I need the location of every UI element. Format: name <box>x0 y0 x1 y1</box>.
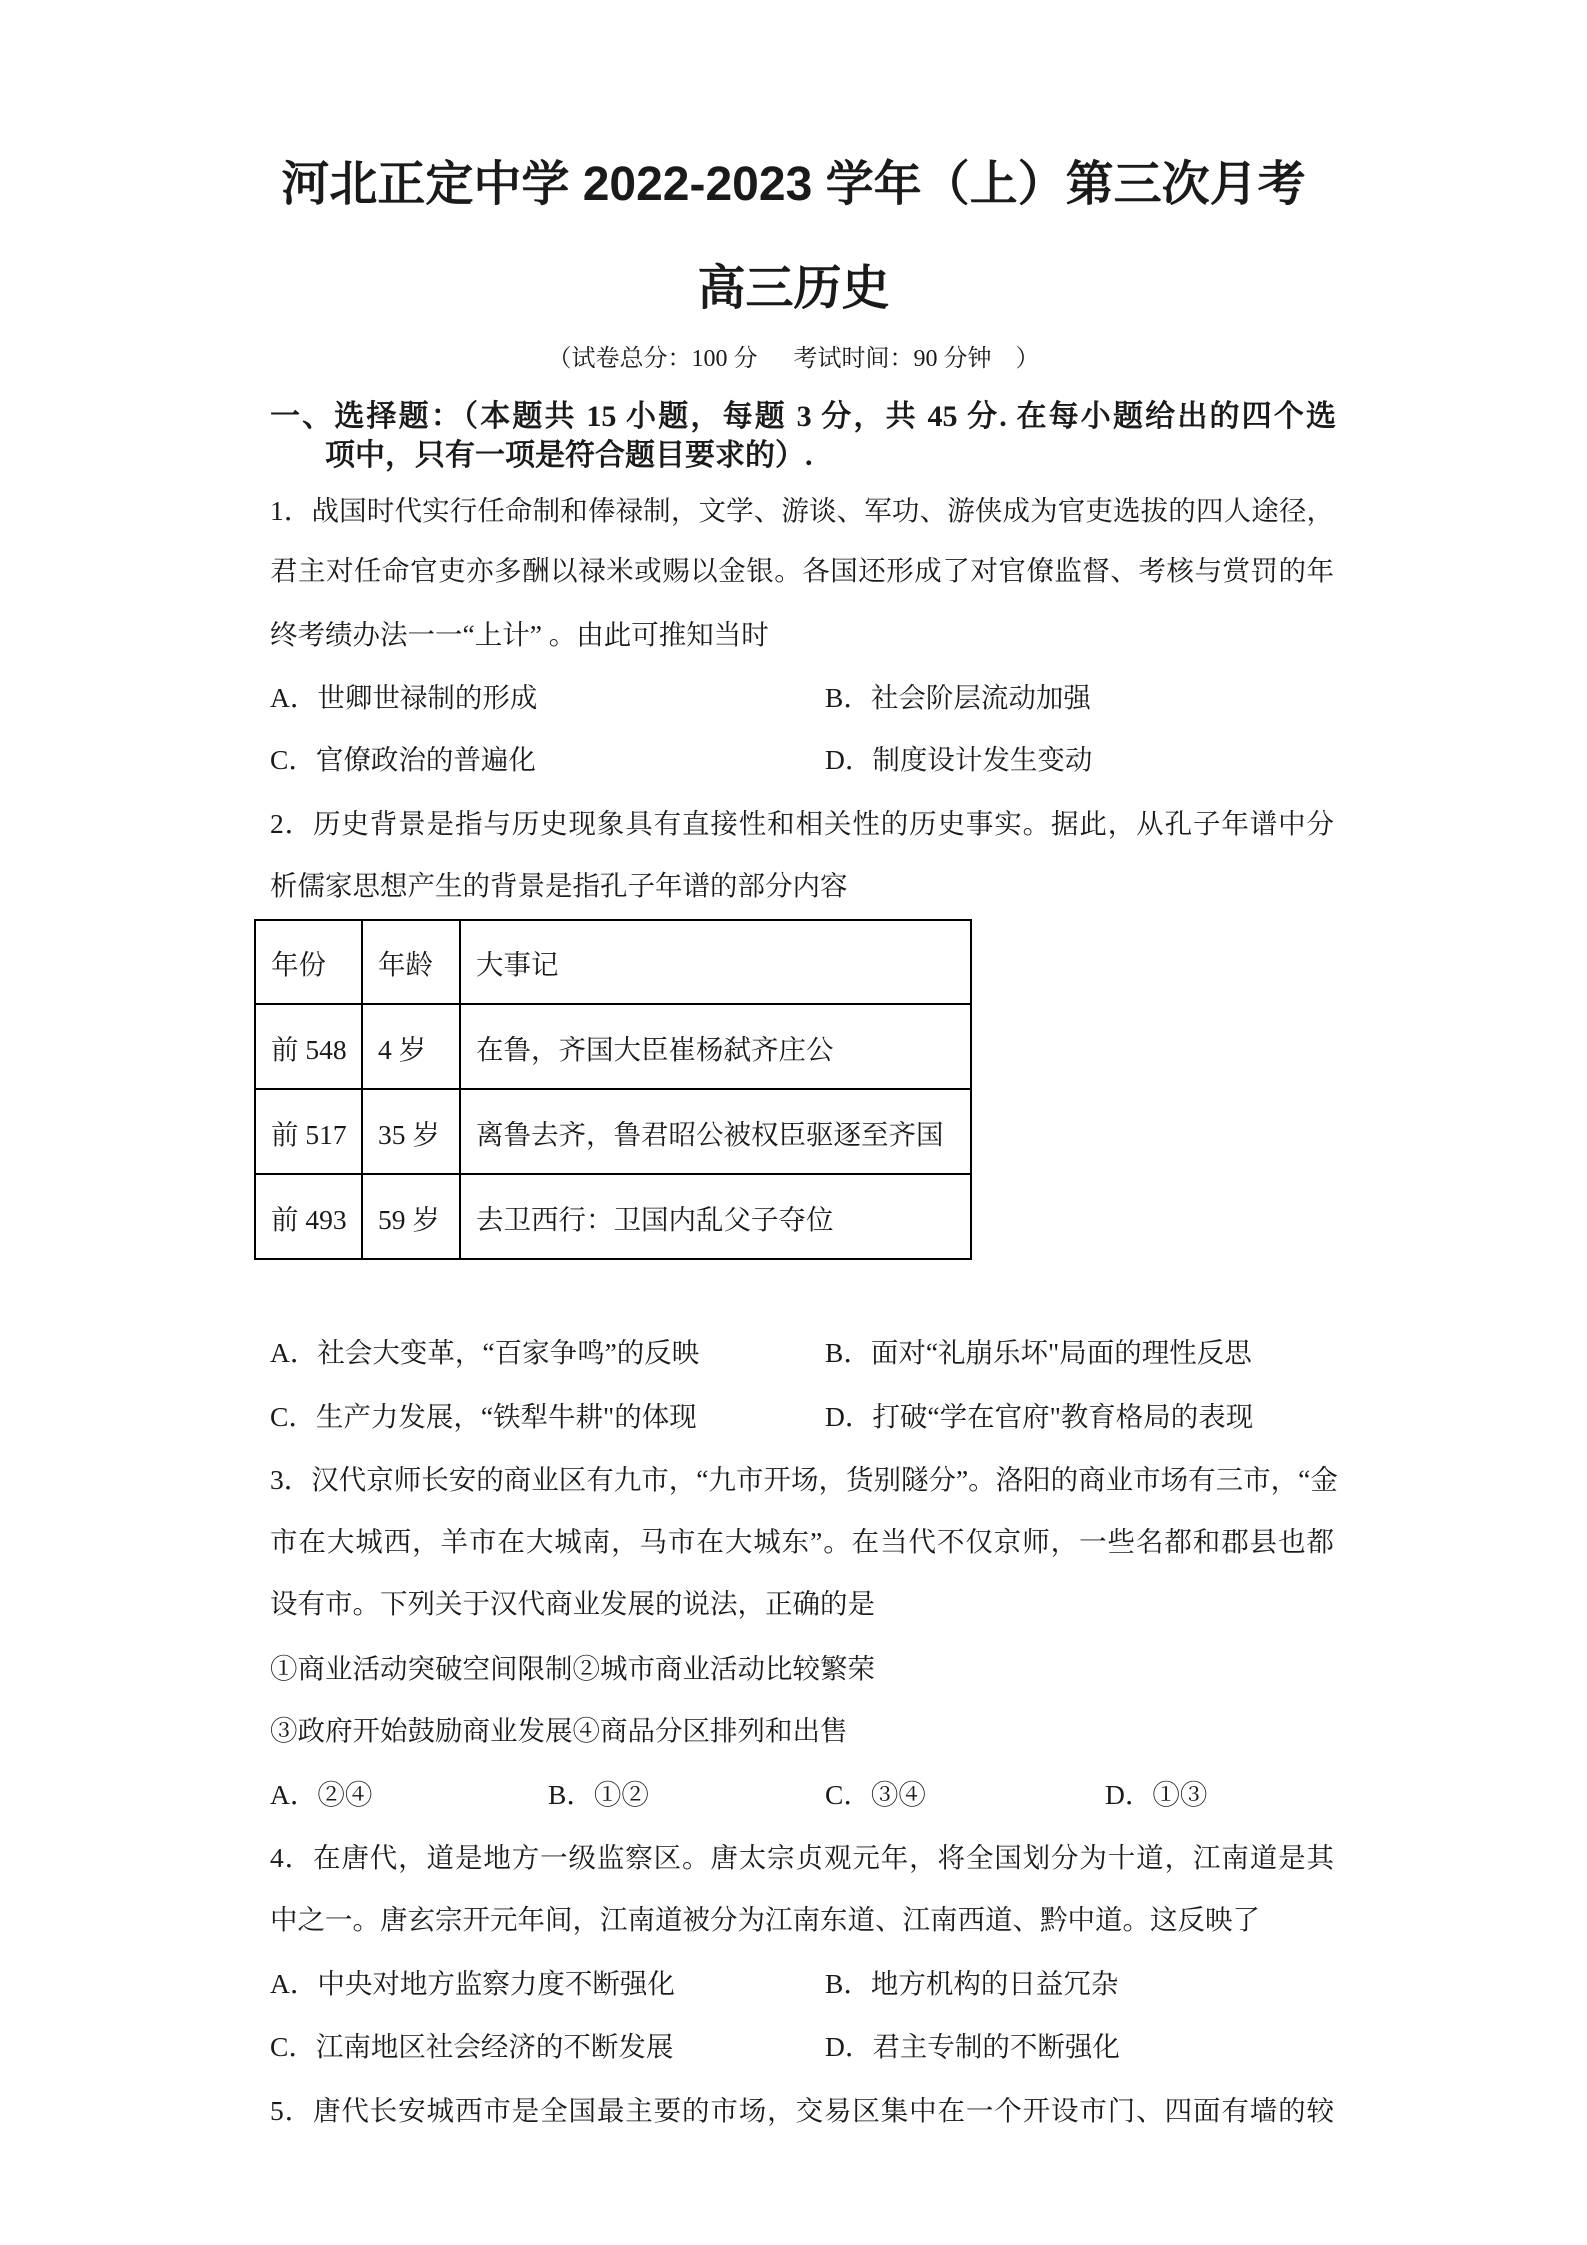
exam-score-time-info: （试卷总分：100 分 考试时间：90 分钟 ） <box>547 346 1040 372</box>
table-cell-age: 4 岁 <box>362 1004 460 1089</box>
table-cell-year: 前 493 <box>255 1174 362 1259</box>
confucius-chronology-table <box>254 919 972 1260</box>
question-2-option-c: C．生产力发展，“铁犁牛耕"的体现 <box>270 1401 697 1432</box>
question-4-option-c: C．江南地区社会经济的不断发展 <box>270 2031 674 2062</box>
section-heading-line-2: 项中，只有一项是符合题目要求的）. <box>325 439 813 472</box>
question-1-line-2: 君主对任命官吏亦多酬以禄米或赐以金银。各国还形成了对官僚监督、考核与赏罚的年 <box>270 555 1334 586</box>
question-3-line-1: 3．汉代京师长安的商业区有九市，“九市开场，货别隧分”。洛阳的商业市场有三市，“金 <box>270 1464 1338 1495</box>
question-3-option-a: A．②④ <box>270 1779 373 1810</box>
question-3-line-2: 市在大城西，羊市在大城南，马市在大城东”。在当代不仅京师，一些名都和郡县也都 <box>270 1526 1334 1557</box>
section-heading-line-1: 一、选择题：（本题共 15 小题，每题 3 分，共 45 分. 在每小题给出的四个选 <box>270 400 1336 433</box>
question-3-option-c: C．③④ <box>825 1779 926 1810</box>
question-1-option-b: B．社会阶层流动加强 <box>825 682 1091 713</box>
question-3-statements-3-4: ③政府开始鼓励商业发展④商品分区排列和出售 <box>270 1715 848 1746</box>
question-2-option-a: A．社会大变革，“百家争鸣”的反映 <box>270 1337 700 1368</box>
question-3-option-d: D．①③ <box>1105 1779 1208 1810</box>
question-4-line-1: 4．在唐代，道是地方一级监察区。唐太宗贞观元年，将全国划分为十道，江南道是其 <box>270 1842 1334 1873</box>
table-cell-age: 35 岁 <box>362 1089 460 1174</box>
table-header-row <box>255 920 971 1004</box>
table-cell-event: 去卫西行：卫国内乱父子夺位 <box>460 1174 971 1259</box>
question-3-option-b: B．①② <box>548 1779 649 1810</box>
table-cell-event: 在鲁，齐国大臣崔杨弑齐庄公 <box>460 1004 971 1089</box>
question-2-option-d: D．打破“学在官府"教育格局的表现 <box>825 1401 1254 1432</box>
table-cell-year: 前 548 <box>255 1004 362 1089</box>
table-header-year: 年份 <box>255 920 362 1004</box>
question-4-option-b: B．地方机构的日益冗杂 <box>825 1968 1119 1999</box>
table-row <box>255 1089 971 1174</box>
question-1-line-3: 终考绩办法一一“上计” 。由此可推知当时 <box>270 619 769 650</box>
exam-title: 河北正定中学 2022-2023 学年（上）第三次月考 <box>281 158 1306 211</box>
question-5-line-1: 5．唐代长安城西市是全国最主要的市场，交易区集中在一个开设市门、四面有墙的较 <box>270 2095 1334 2126</box>
question-1-option-a: A．世卿世禄制的形成 <box>270 682 538 713</box>
question-3-line-3: 设有市。下列关于汉代商业发展的说法，正确的是 <box>270 1588 875 1619</box>
question-1-option-c: C．官僚政治的普遍化 <box>270 744 536 775</box>
exam-subject-title: 高三历史 <box>697 262 890 315</box>
table-header-events: 大事记 <box>460 920 971 1004</box>
question-1-line-1: 1．战国时代实行任命制和俸禄制，文学、游谈、军功、游侠成为官吏选拔的四人途径， <box>270 495 1334 526</box>
question-1-option-d: D．制度设计发生变动 <box>825 744 1093 775</box>
table-row <box>255 1174 971 1259</box>
table-cell-year: 前 517 <box>255 1089 362 1174</box>
table-cell-event: 离鲁去齐，鲁君昭公被权臣驱逐至齐国 <box>460 1089 971 1174</box>
question-4-option-a: A．中央对地方监察力度不断强化 <box>270 1968 675 1999</box>
table-cell-age: 59 岁 <box>362 1174 460 1259</box>
table-row <box>255 1004 971 1089</box>
question-2-option-b: B．面对“礼崩乐坏"局面的理性反思 <box>825 1337 1252 1368</box>
question-4-option-d: D．君主专制的不断强化 <box>825 2031 1120 2062</box>
question-3-statements-1-2: ①商业活动突破空间限制②城市商业活动比较繁荣 <box>270 1653 875 1684</box>
question-2-line-2: 析儒家思想产生的背景是指孔子年谱的部分内容 <box>270 870 848 901</box>
table-header-age: 年龄 <box>362 920 460 1004</box>
question-2-line-1: 2．历史背景是指与历史现象具有直接性和相关性的历史事实。据此，从孔子年谱中分 <box>270 808 1334 839</box>
question-4-line-2: 中之一。唐玄宗开元年间，江南道被分为江南东道、江南西道、黔中道。这反映了 <box>270 1904 1260 1935</box>
